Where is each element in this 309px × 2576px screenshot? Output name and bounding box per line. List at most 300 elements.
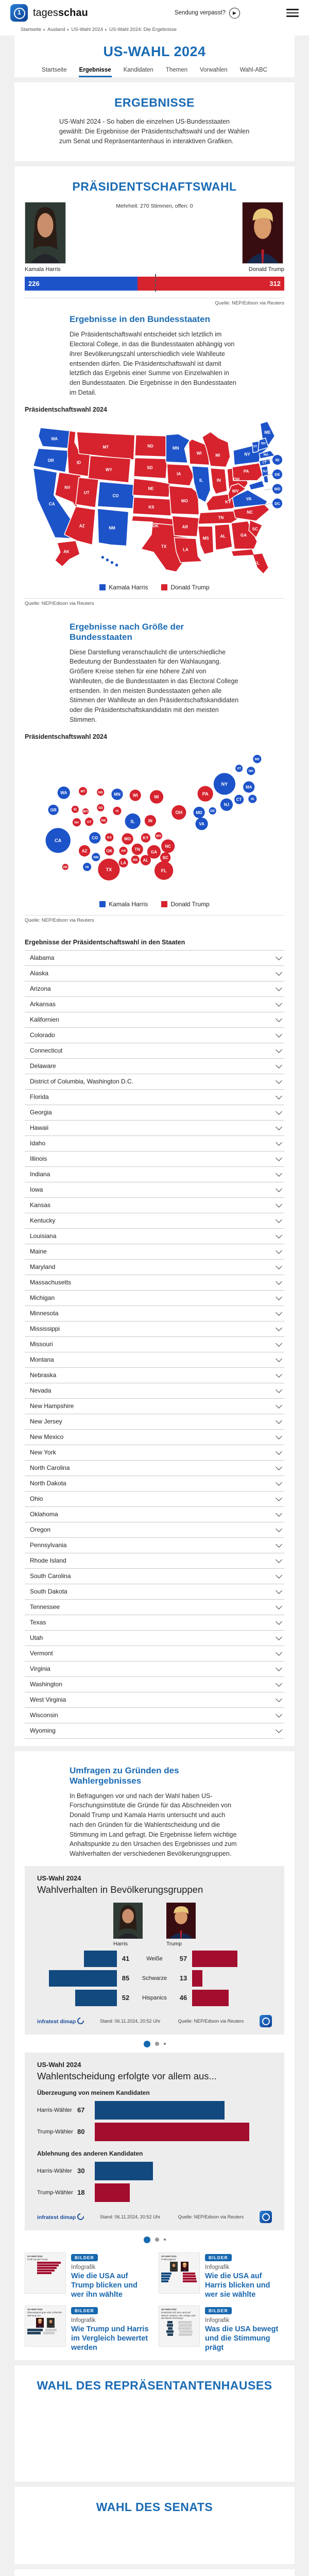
legend-trump-swatch [161, 901, 167, 907]
svg-text:NJ: NJ [224, 802, 229, 807]
state-accordion-row[interactable] [25, 1538, 284, 1553]
state-accordion-row[interactable] [25, 1600, 284, 1615]
state-accordion-row[interactable] [25, 1445, 284, 1461]
svg-text:MS: MS [133, 858, 138, 861]
us-bubble-map[interactable] [25, 743, 284, 894]
svg-text:AK: AK [63, 865, 68, 869]
state-accordion-row[interactable] [25, 1090, 284, 1105]
state-bubble-OH[interactable] [171, 805, 186, 819]
trump-value: 13 [175, 1974, 192, 1982]
state-bubble-IN[interactable] [145, 815, 156, 826]
teaser-kicker: Infografik [205, 2317, 284, 2324]
state-accordion-row[interactable] [25, 1213, 284, 1229]
state-bubble-OR[interactable] [48, 804, 59, 815]
row-bar [95, 2101, 225, 2120]
harris-photo [170, 2262, 178, 2272]
missed-show-label: Sendung verpasst? [175, 10, 226, 16]
breadcrumb-link[interactable]: US-Wahl 2024 [72, 27, 103, 32]
svg-text:NC: NC [165, 844, 171, 849]
harris-name: Kamala Harris [25, 266, 67, 273]
svg-text:SD: SD [147, 465, 152, 470]
chevron-down-icon [276, 1170, 282, 1177]
state-bubble-NC[interactable] [161, 839, 175, 853]
state-accordion-row[interactable] [25, 1414, 284, 1430]
state-bubble-WV[interactable] [155, 832, 162, 839]
svg-text:KY: KY [143, 836, 149, 840]
state-accordion-row[interactable] [25, 1646, 284, 1662]
chart-source: Quelle: NEP/Edison via Reuters [178, 2019, 244, 2024]
svg-text:WA: WA [51, 436, 58, 441]
state-accordion-row[interactable] [25, 1507, 284, 1522]
polls-card [14, 1751, 295, 2360]
state-name: New Mexico [30, 1433, 63, 1440]
svg-text:DE: DE [274, 472, 280, 477]
svg-text:GA: GA [151, 850, 157, 854]
decision-row [37, 2160, 272, 2182]
state-bubble-MI[interactable] [150, 790, 163, 803]
carousel-dot[interactable] [144, 2041, 150, 2047]
senate-heading: WAHL DES SENATS [14, 2487, 295, 2521]
chevron-down-icon [276, 1464, 282, 1470]
carousel-dot[interactable] [155, 2238, 159, 2242]
chevron-down-icon [276, 1634, 282, 1640]
svg-text:NC: NC [247, 510, 253, 515]
tab-vorwahlen[interactable]: Vorwahlen [199, 65, 228, 77]
state-name: Massachusetts [30, 1279, 71, 1286]
chevron-down-icon [276, 1155, 282, 1161]
svg-text:VA: VA [246, 497, 252, 501]
state-bubble-SD[interactable] [97, 804, 104, 811]
svg-text:CT: CT [236, 797, 242, 802]
polls-text: In Befragungen vor und nach der Wahl haben US-Forschungsinstitute die Gründe für das Abschneiden von Donald Trump und Kamala Harris untersucht und auch nach den Gründen für die Wahlentscheidung und die Stimmung im Land gefragt. Die Ergebnisse liefern wichtige Anhaltspunkte zu den Ursachen des Ergebnisses und zum Wahlverhalten der verschiedenen Bevölkerungsgruppen. [70, 1791, 241, 1859]
harris-photo [25, 202, 66, 264]
state-bubble-PA[interactable] [198, 786, 213, 801]
state-accordion-row[interactable] [25, 1291, 284, 1306]
tab-kandidaten[interactable]: Kandidaten [123, 65, 154, 77]
state-accordion-row[interactable] [25, 1476, 284, 1492]
chevron-down-icon [276, 1093, 282, 1099]
svg-text:OR: OR [50, 807, 57, 812]
state-accordion-row[interactable] [25, 1553, 284, 1569]
states-text: Die Präsidentschaftswahl entscheidet sich letztlich im Electoral College, in das die Bundesstaaten abhängig von ihrer Bevölkerungszahl unterschiedlich viele Wahlleute entsenden dürfen. Die Präsidentschaftswahl ist damit letztlich das Ergebnis einer Summe von Einzelwahlen in den Bundesstaaten. Die Ergebnisse in den Bundesstaaten im Detail. [70, 330, 241, 397]
chart-title: Wahlverhalten in Bevölkerungsgruppen [37, 1884, 272, 1895]
state-accordion-row[interactable] [25, 1306, 284, 1321]
state-name: Texas [30, 1619, 46, 1626]
state-name: Indiana [30, 1171, 50, 1178]
state-bubble-WY[interactable] [82, 808, 89, 814]
state-accordion-row[interactable] [25, 1430, 284, 1445]
menu-hamburger-icon[interactable] [286, 7, 299, 19]
row-value: 80 [77, 2128, 95, 2136]
state-accordion-row[interactable] [25, 981, 284, 997]
svg-text:NM: NM [93, 855, 98, 859]
svg-text:MD: MD [274, 486, 281, 491]
svg-text:MA: MA [246, 785, 252, 789]
state-bubble-RI[interactable] [248, 794, 256, 803]
state-name: Montana [30, 1356, 54, 1363]
thumb-kicker: US-Wahl 2024 [27, 2308, 63, 2311]
map-legend: Kamala Harris Donald Trump [25, 584, 284, 591]
chart-title: Wahlentscheidung erfolgte vor allem aus... [37, 2071, 272, 2082]
trump-photo [166, 1903, 196, 1939]
teaser-title[interactable]: Wie Trump und Harris im Vergleich bewertet werden [71, 2325, 150, 2352]
chevron-down-icon [276, 1216, 282, 1223]
chevron-down-icon [276, 1541, 282, 1548]
state-bubble-NM[interactable] [92, 853, 100, 861]
state-bubble-WA[interactable] [58, 786, 70, 799]
senate-results-card [14, 2569, 295, 2576]
state-bubble-NV[interactable] [73, 818, 81, 826]
state-bubble-MA[interactable] [243, 781, 254, 792]
state-accordion-row[interactable] [25, 1028, 284, 1043]
demographics-row [37, 1949, 272, 1969]
state-accordion-row[interactable] [25, 1012, 284, 1028]
svg-text:SC: SC [252, 527, 258, 531]
chevron-down-icon [276, 1046, 282, 1053]
svg-text:NE: NE [101, 819, 106, 822]
teaser-thumbnail[interactable] [25, 2306, 66, 2347]
state-bubble-LA[interactable] [119, 858, 128, 867]
svg-text:MT: MT [103, 445, 109, 449]
state-name: Oregon [30, 1526, 50, 1533]
decision-row [37, 2099, 272, 2121]
state-bubble-ND[interactable] [97, 788, 104, 795]
state-bubble-AR[interactable] [119, 846, 128, 855]
tab-startseite[interactable]: Startseite [41, 65, 67, 77]
state-accordion-row[interactable] [25, 1569, 284, 1584]
state-name: Maryland [30, 1263, 55, 1270]
bubble-legend: Kamala Harris Donald Trump [25, 901, 284, 908]
chevron-down-icon [276, 1448, 282, 1455]
chevron-down-icon [276, 1572, 282, 1579]
tagesschau-logo-icon[interactable]: 1 [10, 4, 28, 22]
chevron-down-icon [276, 1278, 282, 1285]
svg-text:MO: MO [181, 499, 188, 503]
state-accordion-row[interactable] [25, 1121, 284, 1136]
state-accordion-row[interactable] [25, 1352, 284, 1368]
state-accordion-row[interactable] [25, 1461, 284, 1476]
state-name: Arizona [30, 985, 51, 992]
house-heading: WAHL DES REPRÄSENTANTENHAUSES [14, 2365, 295, 2400]
teaser-link[interactable] [159, 2252, 284, 2299]
president-heading: PRÄSIDENTSCHAFTSWAHL [25, 174, 284, 201]
state-bubble-HI[interactable] [83, 862, 91, 871]
state-name: Maine [30, 1248, 47, 1255]
state-accordion-row[interactable] [25, 1229, 284, 1244]
site-header [0, 0, 309, 36]
carousel-dot[interactable] [164, 2239, 166, 2241]
svg-text:HI: HI [97, 559, 101, 564]
state-accordion-row[interactable] [25, 1321, 284, 1337]
svg-text:MI: MI [154, 794, 159, 799]
majority-label: Mehrheit: 270 Stimmen, offen: 0 [67, 202, 242, 209]
state-accordion-row[interactable] [25, 1151, 284, 1167]
svg-text:OR: OR [48, 458, 54, 463]
state-name: Alaska [30, 970, 48, 977]
chevron-down-icon [276, 1711, 282, 1718]
svg-text:UT: UT [87, 820, 92, 824]
chart-kicker: US-Wahl 2024 [37, 1874, 272, 1882]
chart-stand: Stand: 06.11.2024, 20:52 Uhr [100, 2019, 160, 2024]
teaser-link[interactable] [159, 2306, 284, 2352]
chevron-down-icon [276, 1309, 282, 1316]
state-accordion-row[interactable] [25, 1198, 284, 1213]
size-text: Diese Darstellung veranschaulicht die unterschiedliche Bedeutung der Bundesstaaten für den Wahlausgang. Größere Kreise stehen für eine höhere Zahl von Wahlleuten, die die Bundesstaaten in das Electoral College entsenden. In den meisten Bundesstaaten gehen alle Stimmen der Wahlleute an den Präsidentschaftskandidaten oder die Präsidentschaftskandidatin mit den meisten Stimmen. [70, 648, 241, 725]
demographics-chart: US-Wahl 2024 Wahlverhalten in Bevölkerungsgruppen Harris Trump 41 Weiße 57 85 Schwarze 13 52 Hispanics 46 infratest dimap Stand: 06.11.2024, 20:52 Uhr Quelle: NEP/Edison via Reuters [25, 1866, 284, 2035]
state-accordion-row[interactable] [25, 1631, 284, 1646]
state-bubble-VA[interactable] [196, 817, 208, 829]
state-bubble-MO[interactable] [122, 833, 133, 844]
chevron-down-icon [276, 1618, 282, 1625]
state-bubble-AL[interactable] [141, 855, 151, 865]
section-tabs [25, 65, 284, 77]
svg-text:IA: IA [115, 809, 119, 813]
svg-text:FL: FL [254, 561, 260, 565]
state-accordion-row[interactable] [25, 1136, 284, 1151]
state-accordion-row[interactable] [25, 1275, 284, 1291]
svg-text:ND: ND [98, 790, 104, 794]
state-name: Nevada [30, 1387, 51, 1394]
state-name: Wyoming [30, 1727, 56, 1734]
house-card [14, 2365, 295, 2482]
chevron-down-icon [276, 985, 282, 991]
state-name: Iowa [30, 1186, 43, 1193]
demographics-row [37, 1988, 272, 2008]
svg-text:NY: NY [245, 452, 251, 456]
carousel-dot[interactable] [164, 2043, 166, 2045]
breadcrumb-link[interactable]: Ausland [47, 27, 65, 32]
svg-text:AR: AR [121, 849, 126, 853]
state-name: New Jersey [30, 1418, 62, 1425]
state-bubble-WI[interactable] [130, 789, 141, 801]
state-accordion-row[interactable] [25, 1244, 284, 1260]
breadcrumb-separator: ▸ [67, 27, 70, 32]
state-accordion-row[interactable] [25, 997, 284, 1012]
state-name: Pennsylvania [30, 1541, 66, 1549]
state-bubble-KY[interactable] [141, 833, 150, 842]
intro-card [14, 82, 295, 161]
state-shape-MD[interactable] [249, 480, 264, 489]
row-value: 30 [77, 2167, 95, 2175]
state-accordion-row[interactable] [25, 1662, 284, 1677]
svg-text:MS: MS [203, 536, 210, 540]
tab-wahl-abc[interactable]: Wahl-ABC [239, 65, 268, 77]
play-icon: ▶ [229, 8, 240, 19]
state-bubble-NJ[interactable] [220, 798, 233, 810]
breadcrumb-link[interactable]: Startseite [21, 27, 41, 32]
svg-text:MO: MO [124, 837, 131, 841]
decision-chart [25, 2053, 284, 2230]
svg-text:MD: MD [196, 810, 202, 815]
svg-text:WI: WI [197, 451, 202, 455]
state-accordion-row[interactable] [25, 1584, 284, 1600]
state-accordion-row[interactable] [25, 1723, 284, 1739]
chevron-down-icon [276, 1495, 282, 1501]
state-accordion-row[interactable] [25, 1105, 284, 1121]
state-bubble-UT[interactable] [85, 817, 93, 825]
svg-text:AL: AL [143, 858, 149, 862]
state-name: Utah [30, 1634, 43, 1641]
carousel-dot[interactable] [155, 2042, 159, 2046]
state-accordion-row[interactable] [25, 1368, 284, 1383]
state-name: Arkansas [30, 1001, 56, 1008]
row-label: Trump-Wähler [37, 2129, 77, 2135]
svg-text:PA: PA [244, 469, 249, 473]
tab-ergebnisse[interactable]: Ergebnisse [79, 65, 112, 77]
state-accordion-row[interactable] [25, 1492, 284, 1507]
state-name: Minnesota [30, 1310, 58, 1317]
state-accordion-row[interactable] [25, 1692, 284, 1708]
state-bubble-CT[interactable] [234, 794, 244, 804]
carousel-dot[interactable] [144, 2236, 150, 2243]
teaser-title[interactable]: Wie die USA auf Harris blicken und wer sie wählte [205, 2272, 284, 2299]
state-name: Michigan [30, 1294, 55, 1301]
state-accordion-row[interactable] [25, 1167, 284, 1182]
svg-text:NH: NH [249, 769, 254, 773]
row-label: Harris-Wähler [37, 2168, 77, 2174]
state-bubble-MT[interactable] [79, 787, 87, 795]
svg-text:IL: IL [131, 819, 135, 824]
harris-photo [36, 2318, 44, 2328]
state-name: Nebraska [30, 1371, 56, 1379]
state-name: South Carolina [30, 1572, 71, 1580]
intro-text: US-Wahl 2024 - So haben die einzelnen US-Bundesstaaten gewählt: Die Ergebnisse der Präsidentschaftswahl und der Wahlen zum Senat und Repräsentantenhaus in interaktiven Grafiken. [59, 117, 251, 146]
state-accordion-row[interactable] [25, 1708, 284, 1723]
state-name: Illinois [30, 1155, 47, 1162]
svg-text:NE: NE [148, 486, 154, 490]
svg-text:IL: IL [199, 478, 203, 482]
brand-wordmark[interactable]: tagesschau [33, 7, 88, 19]
state-bubble-IL[interactable] [125, 813, 141, 828]
teaser-thumbnail[interactable] [25, 2252, 66, 2294]
state-bubble-KS[interactable] [105, 833, 113, 841]
teaser-thumbnail[interactable] [159, 2252, 200, 2294]
state-bubble-AZ[interactable] [79, 845, 90, 856]
state-bubble-CA[interactable] [46, 828, 71, 853]
teaser-title[interactable]: Was die USA bewegt und die Stimmung prägt [205, 2325, 284, 2352]
state-bubble-TN[interactable] [132, 843, 143, 855]
teaser-link[interactable] [25, 2306, 150, 2352]
chevron-down-icon [276, 1031, 282, 1038]
electoral-bar-trump: 312 [138, 277, 284, 291]
missed-show-button[interactable] [175, 8, 240, 19]
state-name: Ohio [30, 1495, 43, 1502]
group-label: Weiße [134, 1956, 175, 1962]
svg-text:ID: ID [74, 808, 77, 811]
state-accordion-row[interactable] [25, 1074, 284, 1090]
state-bubble-MD[interactable] [194, 806, 205, 818]
svg-text:CA: CA [49, 502, 55, 506]
accordion-heading: Ergebnisse der Präsidentschaftswahl in den Staaten [25, 939, 284, 946]
state-name: New York [30, 1449, 56, 1456]
chevron-down-icon [276, 1355, 282, 1362]
svg-text:AL: AL [220, 534, 226, 538]
state-name: Mississippi [30, 1325, 60, 1332]
teaser-thumbnail[interactable] [159, 2306, 200, 2347]
state-bubble-MS[interactable] [131, 855, 140, 863]
svg-text:NY: NY [221, 781, 228, 786]
tab-themen[interactable]: Themen [165, 65, 188, 77]
state-bubble-NE[interactable] [100, 816, 107, 823]
state-accordion-row[interactable] [25, 966, 284, 981]
chevron-down-icon [276, 1696, 282, 1702]
svg-text:IA: IA [177, 471, 181, 476]
us-states-map[interactable] [25, 416, 284, 577]
breadcrumb-link[interactable]: US-Wahl 2024: Die Ergebnisse [109, 27, 177, 32]
breadcrumb-separator: ▸ [43, 27, 45, 32]
state-name: Vermont [30, 1650, 53, 1657]
state-bubble-SC[interactable] [160, 852, 170, 862]
svg-text:ID: ID [77, 460, 81, 465]
state-bubble-DE[interactable] [209, 807, 216, 814]
state-shape-DE[interactable] [263, 475, 268, 482]
svg-text:DC: DC [274, 501, 280, 505]
svg-text:AZ: AZ [82, 849, 88, 853]
carousel-dots [25, 2236, 284, 2243]
chevron-down-icon [276, 954, 282, 960]
tagesschau-mini-logo [260, 2015, 272, 2027]
state-bubble-FL[interactable] [154, 861, 173, 879]
state-accordion-row[interactable] [25, 951, 284, 966]
state-bubble-VT[interactable] [235, 765, 243, 772]
bilder-badge: BILDER [205, 2307, 232, 2314]
chevron-down-icon [276, 1587, 282, 1594]
state-accordion-row[interactable] [25, 1677, 284, 1692]
breadcrumb-separator: ▸ [105, 27, 107, 32]
state-shape-FL[interactable] [231, 549, 268, 573]
row-bar [95, 2183, 130, 2202]
state-bubble-MN[interactable] [111, 788, 123, 800]
svg-text:NV: NV [75, 821, 80, 824]
state-bubble-TX[interactable] [98, 858, 119, 880]
state-bubble-NH[interactable] [247, 767, 255, 775]
state-bubble-IA[interactable] [113, 806, 121, 815]
teaser-link[interactable] [25, 2252, 150, 2299]
state-bubble-CO[interactable] [89, 832, 100, 843]
state-accordion-row[interactable] [25, 1059, 284, 1074]
state-accordion-row[interactable] [25, 1260, 284, 1275]
state-bubble-AK[interactable] [62, 863, 68, 870]
svg-text:WY: WY [83, 810, 89, 814]
svg-text:CO: CO [92, 836, 98, 840]
svg-text:WY: WY [106, 467, 113, 472]
state-accordion-row[interactable] [25, 1399, 284, 1414]
state-accordion-row[interactable] [25, 1337, 284, 1352]
state-accordion-row[interactable] [25, 1615, 284, 1631]
svg-text:NV: NV [64, 485, 71, 489]
demographics-row [37, 1969, 272, 1988]
state-accordion-row[interactable] [25, 1182, 284, 1198]
state-bubble-ID[interactable] [72, 805, 79, 812]
svg-text:VA: VA [199, 821, 204, 826]
state-accordion-row[interactable] [25, 1383, 284, 1399]
row-value: 67 [77, 2106, 95, 2114]
svg-text:NM: NM [109, 526, 115, 530]
masthead-card [14, 36, 295, 77]
state-accordion-row[interactable] [25, 1522, 284, 1538]
svg-text:UT: UT [84, 490, 90, 495]
teaser-kicker: Infografik [71, 2317, 150, 2324]
state-bubble-ME[interactable] [253, 755, 261, 763]
chevron-down-icon [276, 1680, 282, 1687]
source-line: Quelle: NEP/Edison via Reuters [25, 300, 284, 306]
state-bubble-NY[interactable] [214, 773, 235, 794]
teaser-kicker: Infografik [205, 2264, 284, 2270]
breadcrumb [21, 27, 299, 32]
state-accordion-row[interactable] [25, 1043, 284, 1059]
teaser-title[interactable]: Wie die USA auf Trump blicken und wer ihn wählte [71, 2272, 150, 2299]
state-bubble-OK[interactable] [105, 846, 114, 855]
